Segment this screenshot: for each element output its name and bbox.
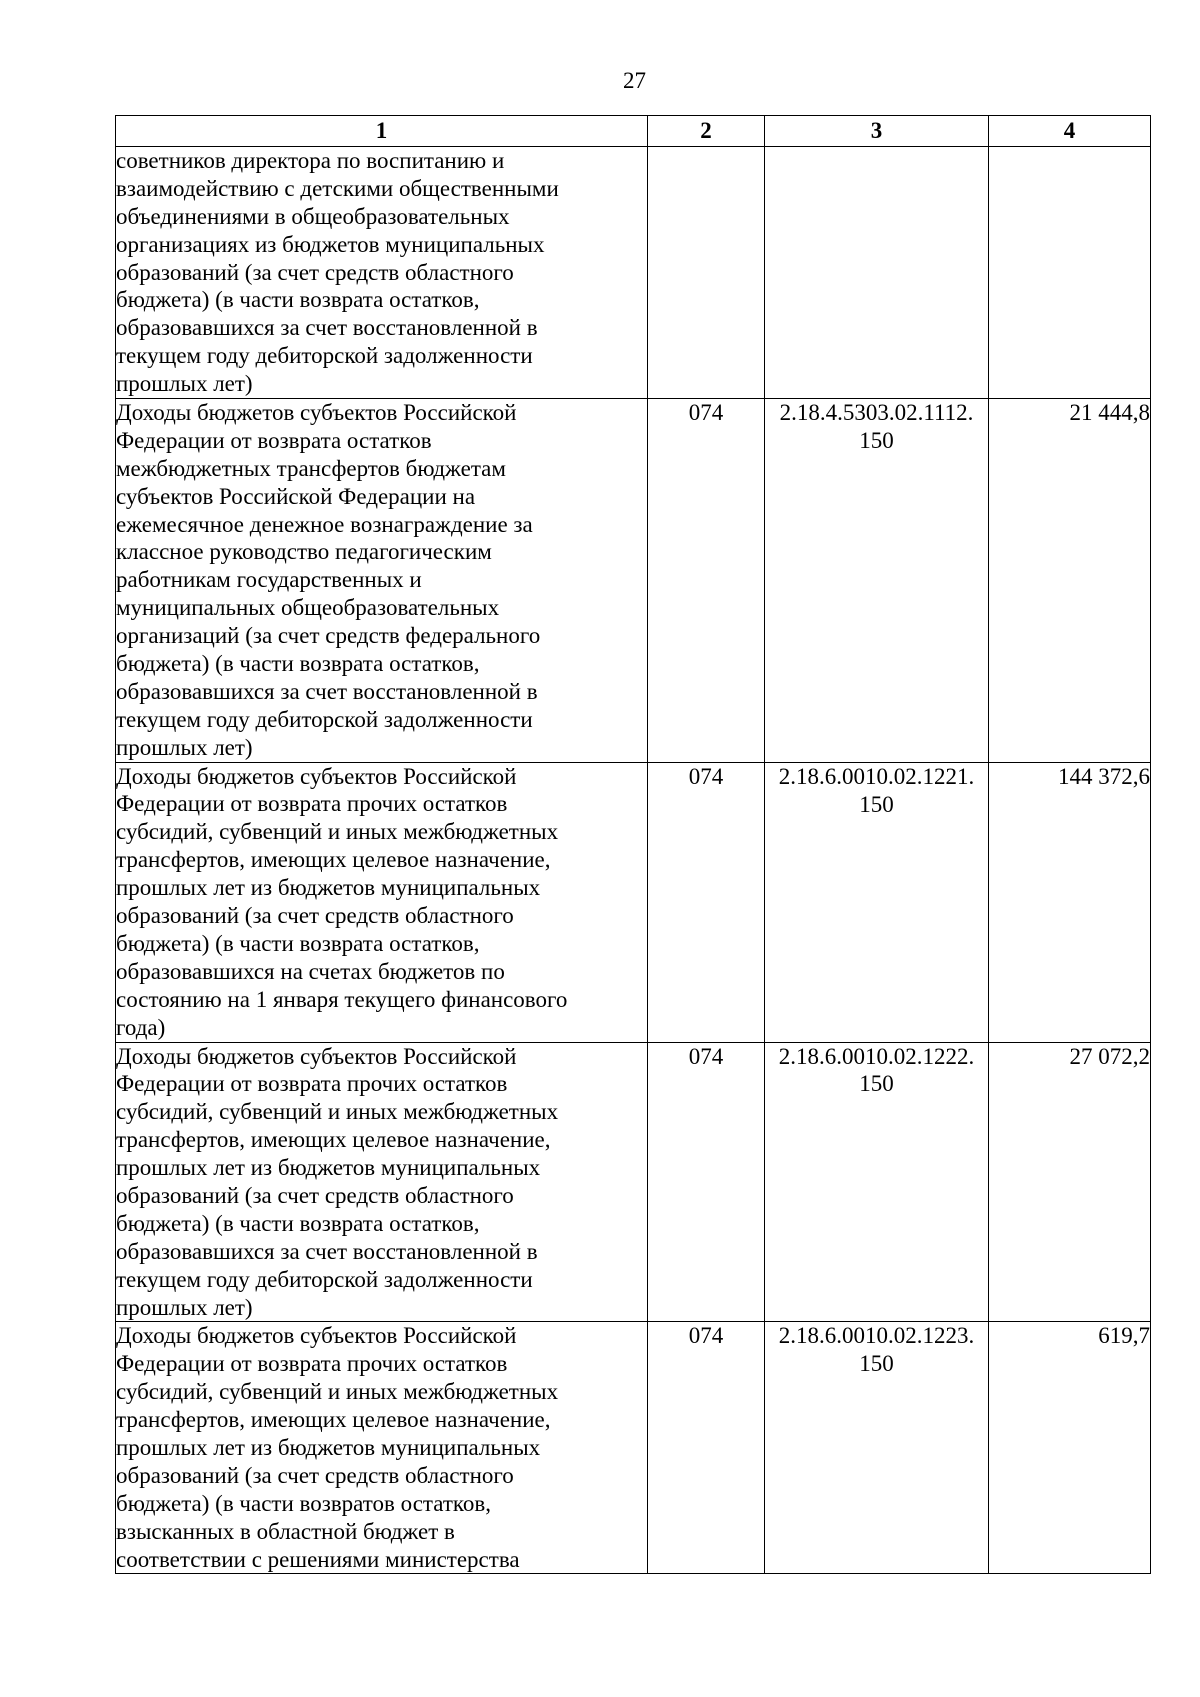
description-line: субъектов Российской Федерации на (116, 483, 476, 509)
budget-code-line-2: 150 (859, 427, 894, 453)
budget-code-line-2: 150 (859, 1351, 894, 1377)
description-line: прошлых лет) (116, 734, 253, 760)
budget-code-line-1: 2.18.6.0010.02.1222. (778, 1043, 975, 1069)
description-line: образований (за счет средств областного (116, 259, 514, 285)
income-description-cell (116, 147, 648, 399)
admin-code-cell: 074 (648, 1042, 765, 1322)
admin-code-cell (648, 147, 765, 399)
description-line: бюджета) (в части возвратов остатков, (116, 1490, 492, 1516)
description-line: Доходы бюджетов субъектов Российской (116, 400, 517, 426)
amount-value: 21 444,8 (1069, 400, 1150, 426)
table-row (116, 1042, 1151, 1322)
budget-code-line-2: 150 (859, 1071, 894, 1097)
description-line: бюджета) (в части возврата остатков, (116, 287, 480, 313)
description-line: ежемесячное денежное вознаграждение за (116, 511, 533, 537)
table-body (116, 147, 1151, 1574)
description-line: субсидий, субвенций и иных межбюджетных (116, 1379, 559, 1405)
description-line: текущем году дебиторской задолженности (116, 706, 533, 732)
description-line: Доходы бюджетов субъектов Российской (116, 1043, 517, 1069)
description-line: года) (116, 1014, 166, 1040)
description-line: прошлых лет из бюджетов муниципальных (116, 1155, 541, 1181)
description-line: Федерации от возврата прочих остатков (116, 791, 508, 817)
description-line: советников директора по воспитанию и (116, 148, 505, 173)
admin-code-cell: 074 (648, 762, 765, 1042)
admin-code-cell: 074 (648, 399, 765, 763)
description-line: субсидий, субвенций и иных межбюджетных (116, 819, 559, 845)
description-line: организаций (за счет средств федерального (116, 623, 541, 649)
budget-code-cell (765, 147, 989, 399)
description-line: текущем году дебиторской задолженности (116, 1266, 533, 1292)
table-header-row (116, 116, 1151, 147)
description-line: Федерации от возврата прочих остатков (116, 1071, 508, 1097)
table-row (116, 1322, 1151, 1574)
amount-value: 144 372,6 (1058, 763, 1150, 789)
description-line: прошлых лет из бюджетов муниципальных (116, 1434, 541, 1460)
description-line: муниципальных общеобразовательных (116, 595, 500, 621)
description-line: организациях из бюджетов муниципальных (116, 231, 545, 257)
admin-code-cell: 074 (648, 1322, 765, 1574)
income-description-cell (116, 1322, 648, 1574)
description-line: Федерации от возврата прочих остатков (116, 1351, 508, 1377)
table-row (116, 399, 1151, 763)
column-header-1: 1 (116, 116, 648, 147)
description-line: соответствии с решениями министерства (116, 1546, 520, 1572)
description-line: трансфертов, имеющих целевое назначение, (116, 1127, 551, 1153)
description-line: образований (за счет средств областного (116, 1182, 514, 1208)
description-line: межбюджетных трансфертов бюджетам (116, 455, 506, 481)
page-number: 27 (623, 68, 646, 93)
description-line: образовавшихся за счет восстановленной в (116, 1238, 538, 1264)
description-line: образовавшихся за счет восстановленной в (116, 678, 538, 704)
description-line: работникам государственных и (116, 567, 422, 593)
table-row (116, 147, 1151, 399)
description-line: образований (за счет средств областного (116, 1462, 514, 1488)
description-line: образовавшихся за счет восстановленной в (116, 315, 538, 341)
description-line: бюджета) (в части возврата остатков, (116, 1210, 480, 1236)
description-line: прошлых лет из бюджетов муниципальных (116, 875, 541, 901)
budget-code-cell (765, 1042, 989, 1322)
income-description-cell (116, 1042, 648, 1322)
income-description-cell (116, 762, 648, 1042)
amount-value: 27 072,2 (1069, 1043, 1150, 1069)
budget-code-cell (765, 762, 989, 1042)
description-line: Доходы бюджетов субъектов Российской (116, 763, 517, 789)
amount-cell (989, 1322, 1151, 1574)
description-line: Доходы бюджетов субъектов Российской (116, 1323, 517, 1349)
description-line: прошлых лет) (116, 1294, 253, 1320)
budget-code-line-1: 2.18.6.0010.02.1221. (778, 763, 975, 789)
budget-income-table (115, 115, 1151, 1574)
description-line: трансфертов, имеющих целевое назначение, (116, 1407, 551, 1433)
budget-code-line-1: 2.18.4.5303.02.1112. (779, 400, 974, 426)
description-line: классное руководство педагогическим (116, 539, 492, 565)
description-line: взысканных в областной бюджет в (116, 1518, 455, 1544)
table-row (116, 762, 1151, 1042)
description-line: бюджета) (в части возврата остатков, (116, 651, 480, 677)
description-line: образовавшихся на счетах бюджетов по (116, 958, 505, 984)
description-line: трансфертов, имеющих целевое назначение, (116, 847, 551, 873)
budget-code-line-1: 2.18.6.0010.02.1223. (778, 1323, 975, 1349)
amount-cell (989, 399, 1151, 763)
column-header-3: 3 (765, 116, 989, 147)
budget-code-cell (765, 1322, 989, 1574)
amount-cell (989, 147, 1151, 399)
column-header-2: 2 (648, 116, 765, 147)
description-line: прошлых лет) (116, 371, 253, 397)
budget-code-line-2: 150 (859, 791, 894, 817)
amount-cell (989, 1042, 1151, 1322)
description-line: субсидий, субвенций и иных межбюджетных (116, 1099, 559, 1125)
amount-value: 619,7 (1098, 1323, 1150, 1349)
budget-code-cell (765, 399, 989, 763)
amount-cell (989, 762, 1151, 1042)
description-line: состоянию на 1 января текущего финансового (116, 986, 568, 1012)
description-line: объединениями в общеобразовательных (116, 203, 510, 229)
column-header-4: 4 (989, 116, 1151, 147)
description-line: Федерации от возврата остатков (116, 427, 432, 453)
description-line: взаимодействию с детскими общественными (116, 175, 559, 201)
description-line: текущем году дебиторской задолженности (116, 343, 533, 369)
description-line: бюджета) (в части возврата остатков, (116, 930, 480, 956)
description-line: образований (за счет средств областного (116, 903, 514, 929)
income-description-cell (116, 399, 648, 763)
